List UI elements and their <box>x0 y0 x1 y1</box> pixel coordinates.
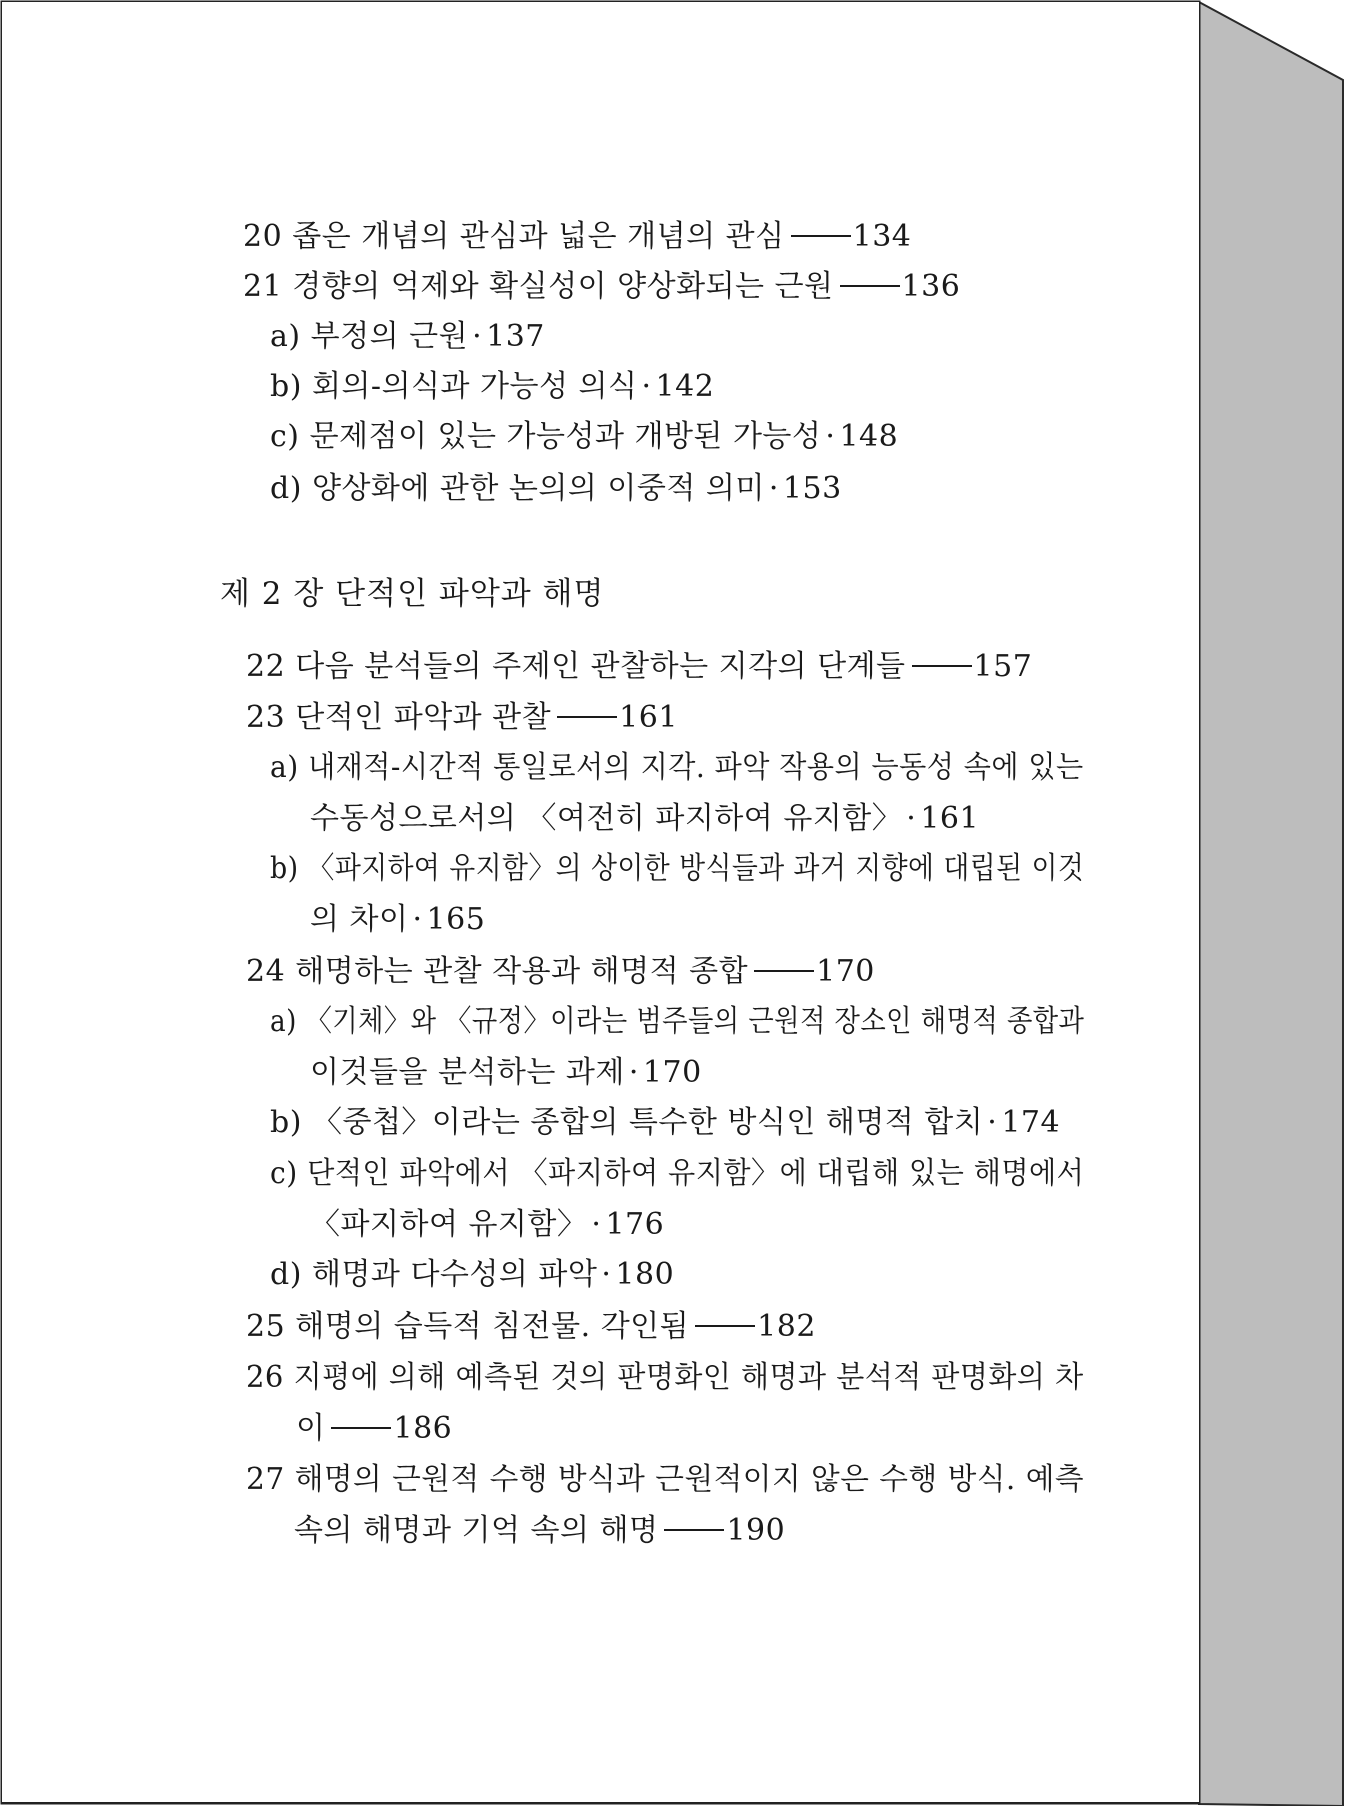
entry-label: c) <box>270 1156 298 1191</box>
entry-title: 수동성으로서의 〈여전히 파지하여 유지함〉 <box>310 801 903 836</box>
entry-title: 〈기체〉와 〈규정〉이라는 범주들의 근원적 장소인 해명적 종합과 <box>305 1004 1085 1039</box>
entry-label: a) <box>270 1004 297 1039</box>
entry-label: b) <box>270 369 302 404</box>
entry-title: 이 <box>296 1411 326 1446</box>
entry-title: 부정의 근원 <box>310 319 469 354</box>
toc-subentry-21b <box>270 367 714 407</box>
toc-content <box>2 2 1199 1802</box>
page-face <box>2 2 1199 1802</box>
page-edge-side <box>1199 2 1343 1806</box>
entry-page: 186 <box>393 1411 453 1446</box>
entry-page: 136 <box>901 269 961 304</box>
entry-page: 148 <box>839 419 899 454</box>
leader-dash <box>912 665 972 667</box>
entry-title: 속의 해명과 기억 속의 해명 <box>294 1513 659 1548</box>
toc-entry-22 <box>246 647 1032 687</box>
entry-label: a) <box>270 319 301 354</box>
entry-page: 176 <box>605 1207 665 1242</box>
toc-subentry-24a-continuation <box>310 1053 702 1093</box>
entry-title: 의 차이 <box>310 902 409 937</box>
entry-number: 21 <box>243 269 283 304</box>
entry-number: 20 <box>243 219 283 254</box>
entry-title: 〈파지하여 유지함〉 <box>310 1207 588 1242</box>
toc-subentry-23a <box>270 748 1084 788</box>
entry-title: 이것들을 분석하는 과제 <box>310 1055 625 1090</box>
leader-dash <box>791 235 851 237</box>
entry-title: 문제점이 있는 가능성과 개방된 가능성 <box>309 419 822 454</box>
page-separator-dot: · <box>591 1207 602 1242</box>
entry-number: 27 <box>246 1462 285 1497</box>
toc-subentry-24d <box>270 1255 674 1295</box>
toc-entry-23 <box>246 698 678 738</box>
entry-label: d) <box>270 1257 302 1292</box>
toc-subentry-21a <box>270 317 545 357</box>
entry-number: 26 <box>246 1360 284 1395</box>
entry-title: 단적인 파악과 관찰 <box>295 700 552 735</box>
entry-title: 다음 분석들의 주제인 관찰하는 지각의 단계들 <box>295 649 906 684</box>
entry-label: a) <box>270 750 299 785</box>
leader-dash <box>664 1529 724 1531</box>
entry-title: 단적인 파악에서 〈파지하여 유지함〉에 대립해 있는 해명에서 <box>307 1156 1085 1191</box>
entry-page: 190 <box>726 1513 786 1548</box>
leader-dash <box>331 1427 391 1429</box>
entry-page: 153 <box>782 471 842 506</box>
entry-label: c) <box>270 419 300 454</box>
entry-page: 182 <box>757 1309 816 1344</box>
entry-page: 142 <box>655 369 715 404</box>
toc-subentry-21d <box>270 469 842 509</box>
entry-page: 170 <box>642 1055 702 1090</box>
entry-label: b) <box>270 851 299 886</box>
page-separator-dot: · <box>825 419 836 454</box>
entry-page: 165 <box>426 902 486 937</box>
entry-label: d) <box>270 471 302 506</box>
page-separator-dot: · <box>987 1105 998 1140</box>
entry-title: 해명의 습득적 침전물. 각인됨 <box>295 1309 690 1344</box>
toc-subentry-23b <box>270 849 1084 889</box>
toc-subentry-24b <box>270 1103 1060 1143</box>
toc-entry-25 <box>246 1307 816 1347</box>
entry-page: 157 <box>973 649 1033 684</box>
page-separator-dot: · <box>906 801 917 836</box>
toc-subentry-21c <box>270 417 898 457</box>
entry-title: 해명의 근원적 수행 방식과 근원적이지 않은 수행 방식. 예측 <box>294 1462 1085 1497</box>
toc-subentry-24c-continuation <box>310 1205 664 1245</box>
entry-title: 좁은 개념의 관심과 넓은 개념의 관심 <box>292 219 785 254</box>
toc-entry-21 <box>243 267 960 307</box>
toc-entry-27 <box>246 1460 1084 1500</box>
toc-entry-26-continuation <box>296 1409 452 1449</box>
toc-subentry-23a-continuation <box>310 799 979 839</box>
entry-title: 내재적-시간적 통일로서의 지각. 파악 작용의 능동성 속에 있는 <box>308 750 1084 785</box>
page-separator-dot: · <box>768 471 779 506</box>
entry-number: 23 <box>246 700 286 735</box>
entry-title: 〈중첩〉이라는 종합의 특수한 방식인 해명적 합치 <box>311 1105 984 1140</box>
toc-entry-26 <box>246 1358 1084 1398</box>
entry-title: 해명과 다수성의 파악 <box>311 1257 598 1292</box>
entry-label: b) <box>270 1105 302 1140</box>
toc-subentry-24c <box>270 1154 1084 1194</box>
toc-subentry-23b-continuation <box>310 900 485 940</box>
page-separator-dot: · <box>472 319 483 354</box>
toc-entry-20 <box>243 217 911 257</box>
entry-title: 경향의 억제와 확실성이 양상화되는 근원 <box>292 269 834 304</box>
toc-subentry-24a <box>270 1002 1084 1042</box>
leader-dash <box>754 970 814 972</box>
page-separator-dot: · <box>601 1257 612 1292</box>
entry-page: 174 <box>1001 1105 1061 1140</box>
entry-title: 양상화에 관한 논의의 이중적 의미 <box>311 471 765 506</box>
page-separator-dot: · <box>628 1055 639 1090</box>
entry-title: 해명하는 관찰 작용과 해명적 종합 <box>295 954 749 989</box>
leader-dash <box>840 285 900 287</box>
entry-page: 137 <box>486 319 545 354</box>
entry-number: 25 <box>246 1309 286 1344</box>
page-separator-dot: · <box>641 369 652 404</box>
entry-title: 〈파지하여 유지함〉의 상이한 방식들과 과거 지향에 대립된 이것 <box>307 851 1085 886</box>
entry-title: 회의-의식과 가능성 의식 <box>311 369 638 404</box>
leader-dash <box>557 716 617 718</box>
leader-dash <box>695 1325 755 1327</box>
entry-page: 161 <box>920 801 980 836</box>
entry-number: 24 <box>246 954 286 989</box>
entry-page: 134 <box>852 219 912 254</box>
toc-entry-27-continuation <box>294 1511 785 1551</box>
chapter-heading: 제 2 장 단적인 파악과 해명 <box>220 576 605 612</box>
entry-page: 161 <box>619 700 678 735</box>
entry-title: 지평에 의해 예측된 것의 판명화인 해명과 분석적 판명화의 차 <box>293 1360 1084 1395</box>
toc-entry-24 <box>246 952 875 992</box>
entry-number: 22 <box>246 649 286 684</box>
page-separator-dot: · <box>412 902 423 937</box>
entry-page: 180 <box>615 1257 675 1292</box>
entry-page: 170 <box>816 954 875 989</box>
